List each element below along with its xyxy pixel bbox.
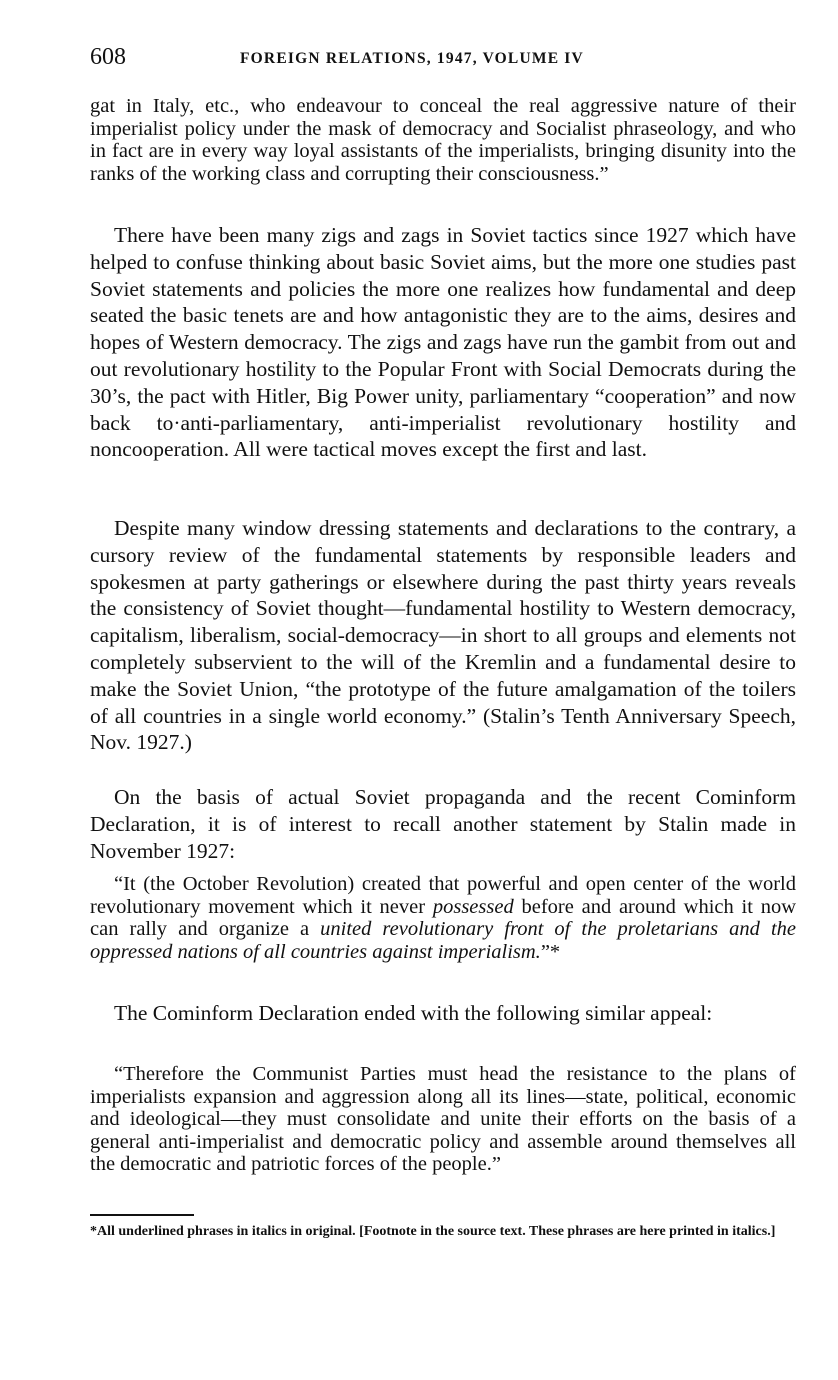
page-number: 608 (90, 44, 126, 70)
paragraph-zigs-zags: There have been many zigs and zags in Soviet tactics since 1927 which have helped to confuse thinking about basic Soviet aims, but the more one studies past Soviet statements and policies the more one realizes how fundamental and deep seated the basic tenets are and how antagonistic they are to the aims, desires and hopes of Western democracy. The zigs and zags have run the gambit from out and out revolutionary hostility to the Popular Front with Social Democrats during the 30’s, the pact with Hitler, Big Power unity, parliamentary “cooperation” and now back to·anti-parliamentary, anti-imperialist revolutionary hostility and noncooperation. All were tactical moves except the first and last. (90, 223, 796, 462)
quote-continued: gat in Italy, etc., who endeavour to conceal the real aggressive nature of their imperialist policy under the mask of democracy and Socialist phraseology, and who in fact are in every way loyal assistants of the imperialists, bringing disunity into the ranks of the working class and corrupting their consciousness.” (90, 95, 796, 185)
footnote: *All underlined phrases in italics in original. [Footnote in the source text. These phrases are here printed in italics.] (90, 1224, 776, 1239)
paragraph-window-dressing: Despite many window dressing statements and declarations to the contrary, a cursory review of the fundamental statements by responsible leaders and spokesmen at party gatherings or elsewhere during the past thirty years reveals the consistency of Soviet thought—fundamental hostility to Western democracy, capitalism, liberalism, social-democracy—in short to all groups and elements not completely subservient to the will of the Kremlin and a fundamental desire to make the Soviet Union, “the prototype of the future amalgamation of the toilers of all countries in a single world economy.” (Stalin’s Tenth Anniversary Speech, Nov. 1927.) (90, 516, 796, 755)
paragraph-cominform-basis: On the basis of actual Soviet propaganda and the recent Cominform Declaration, it is of interest to recall another statement by Stalin made in November 1927: (90, 785, 796, 863)
footnote-rule (90, 1214, 194, 1216)
stalin-quote-italic1: possessed (432, 895, 514, 918)
stalin-quote-part2: before and around which it now can rally and organize a (90, 895, 796, 941)
stalin-quote (90, 873, 796, 963)
stalin-quote-part3: ”* (540, 940, 561, 963)
paragraph-cominform-ended: The Cominform Declaration ended with the following similar appeal: (114, 1001, 713, 1025)
stalin-quote-italic2: united revolutionary front of the proletarians and the oppressed nations of all countries against imperialism. (90, 918, 796, 963)
running-head: FOREIGN RELATIONS, 1947, VOLUME IV (240, 50, 584, 67)
cominform-quote: “Therefore the Communist Parties must head the resistance to the plans of imperialists expansion and aggression along all its lines—state, political, economic and ideological—they must consolidate and unite their efforts on the basis of a general anti-imperialist and democratic policy and assemble around themselves all the democratic and patriotic forces of the people.” (90, 1063, 796, 1176)
page-header (90, 44, 796, 78)
stalin-quote-part1: “It (the October Revolution) created that powerful and open center of the world revolutionary movement which it never (90, 873, 796, 918)
